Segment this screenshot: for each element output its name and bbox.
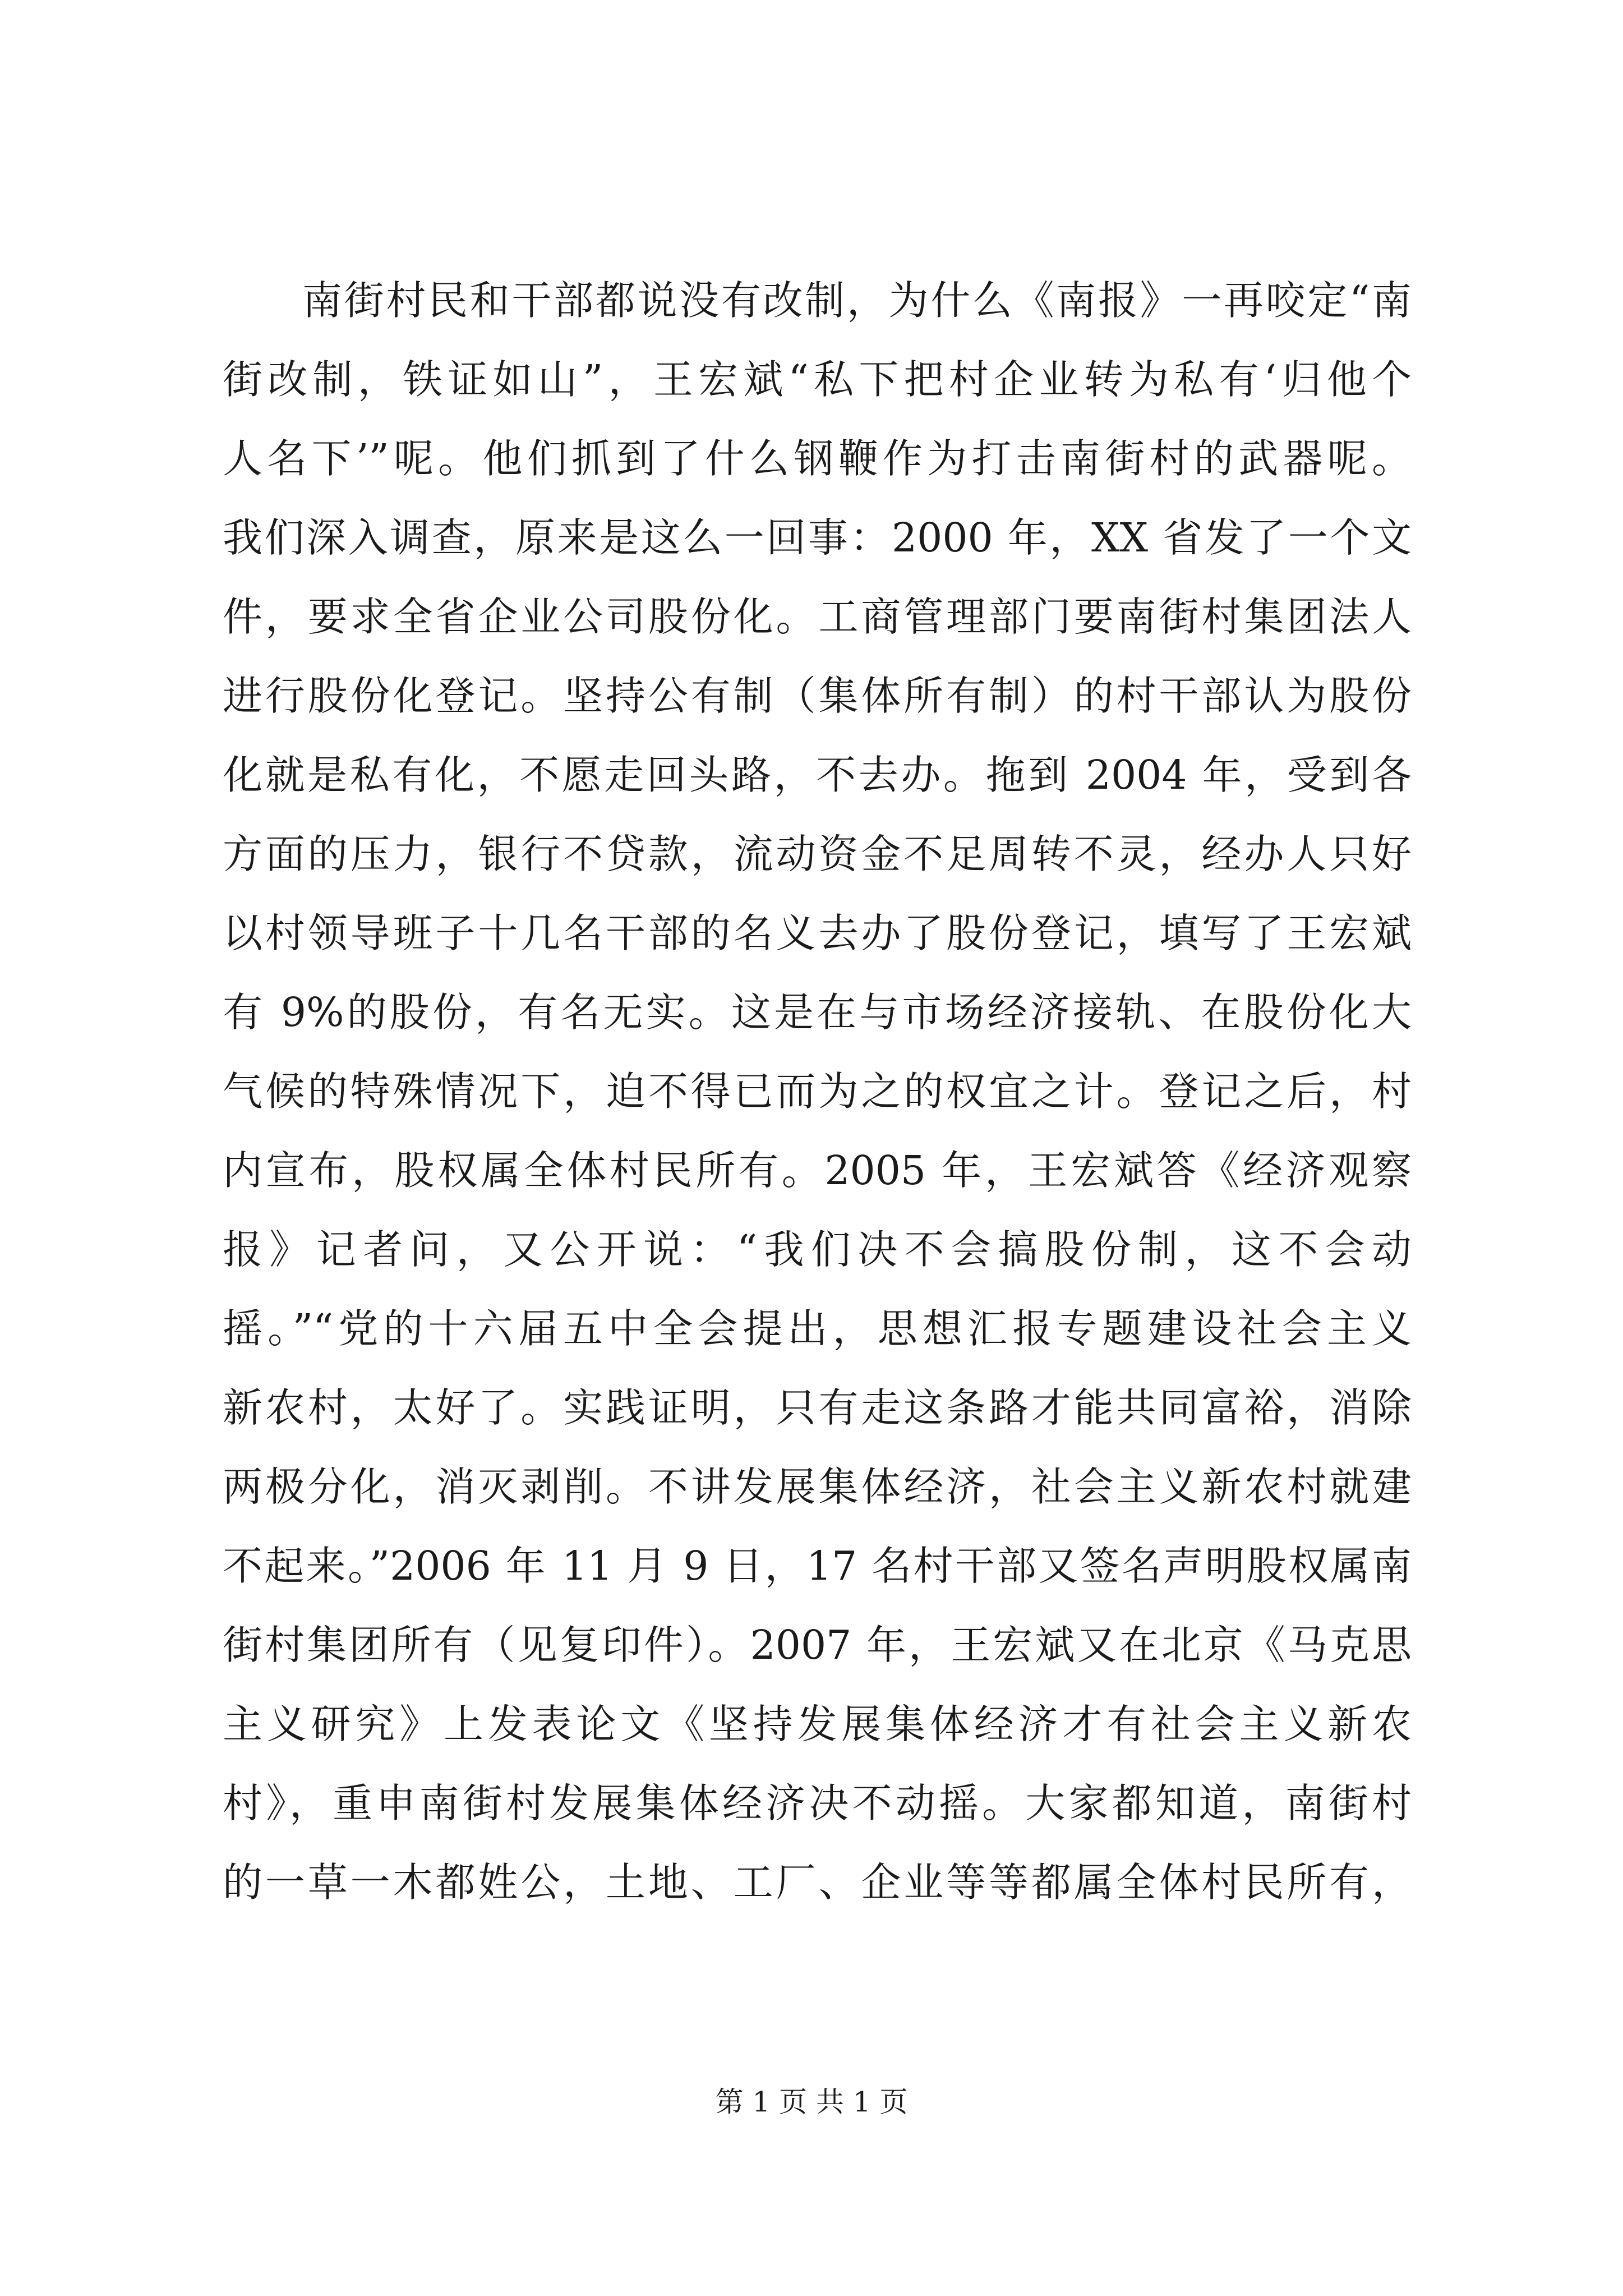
- text-line: 气候的特殊情况下，迫不得已而为之的权宜之计。登记之后，村: [223, 1068, 1412, 1115]
- text-line: 不起来。”2006 年 11 月 9 日，17 名村干部又签名声明股权属南: [223, 1543, 1412, 1589]
- text-line: 村》，重申南街村发展集体经济决不动摇。大家都知道，南街村: [223, 1780, 1412, 1826]
- text-line: 的一草一木都姓公，土地、工厂、企业等等都属全体村民所有，: [223, 1859, 1412, 1906]
- text-line: 两极分化，消灭剥削。不讲发展集体经济，社会主义新农村就建: [223, 1464, 1412, 1510]
- text-line: 南街村民和干部都说没有改制，为什么《南报》一再咬定“南: [302, 277, 1412, 324]
- page-number-label: 第 1 页 共 1 页: [715, 2086, 908, 2118]
- page-footer: [0, 2082, 1623, 2122]
- text-line: 有 9%的股份，有名无实。这是在与市场经济接轨、在股份化大: [223, 989, 1412, 1036]
- text-line: 方面的压力，银行不贷款，流动资金不足周转不灵，经办人只好: [223, 831, 1412, 877]
- text-line: 摇。”“党的十六届五中全会提出，思想汇报专题建设社会主义: [223, 1305, 1412, 1352]
- text-line: 以村领导班子十几名干部的名义去办了股份登记，填写了王宏斌: [223, 910, 1412, 956]
- text-line: 内宣布，股权属全体村民所有。2005 年，王宏斌答《经济观察: [223, 1147, 1412, 1194]
- text-line: 我们深入调查，原来是这么一回事：2000 年，XX 省发了一个文: [223, 514, 1412, 561]
- text-line: 进行股份化登记。坚持公有制（集体所有制）的村干部认为股份: [223, 673, 1412, 719]
- text-line: 街改制，铁证如山”，王宏斌“私下把村企业转为私有‘归他个: [223, 356, 1412, 403]
- text-line: 报》记者问，又公开说：“我们决不会搞股份制，这不会动: [223, 1226, 1412, 1273]
- text-line: 件，要求全省企业公司股份化。工商管理部门要南街村集团法人: [223, 593, 1412, 640]
- text-line: 主义研究》上发表论文《坚持发展集体经济才有社会主义新农: [223, 1701, 1412, 1747]
- text-line: 人名下’”呢。他们抓到了什么钢鞭作为打击南街村的武器呢。: [223, 435, 1412, 482]
- text-line: 化就是私有化，不愿走回头路，不去办。拖到 2004 年，受到各: [223, 752, 1412, 798]
- text-line: 街村集团所有（见复印件）。2007 年，王宏斌又在北京《马克思: [223, 1622, 1412, 1668]
- text-line: 新农村，太好了。实践证明，只有走这条路才能共同富裕，消除: [223, 1384, 1412, 1431]
- body-paragraph: [223, 261, 1412, 1922]
